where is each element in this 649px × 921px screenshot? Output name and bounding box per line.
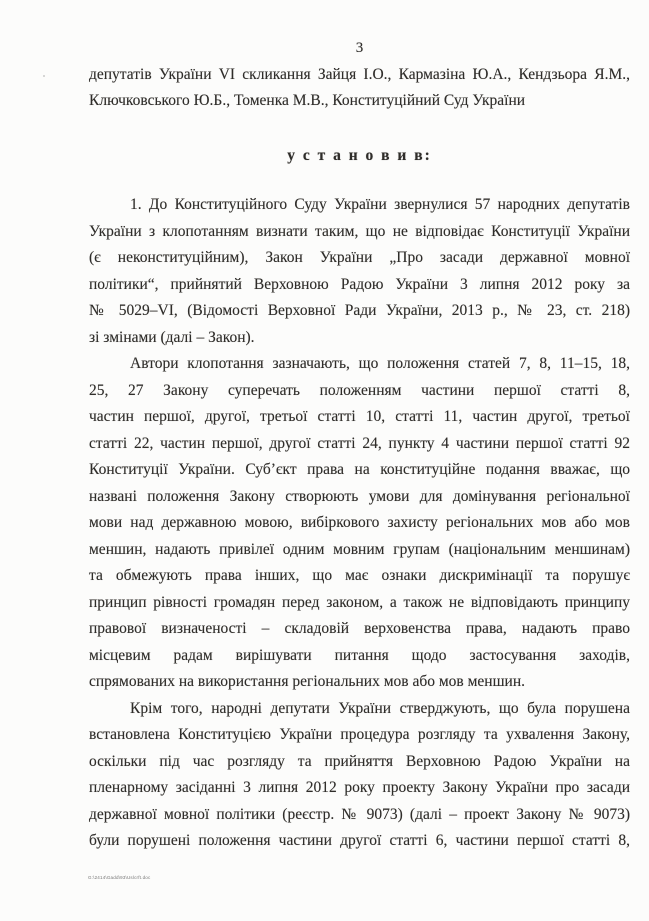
- text-line: меншин, надають привілеї одним мовним групам (національним меншинам): [89, 540, 630, 558]
- text-line: мови над державною мовою, вибіркового захисту регіональних мов або мов: [89, 514, 630, 531]
- text-line: державної мовної політики (реєстр. № 9073) (далі – проект Закону № 9073): [89, 805, 630, 823]
- paragraph: [89, 696, 630, 855]
- text-line: Конституції України. Суб’єкт права на конституційне подання вважає, що: [89, 461, 630, 478]
- text-line: названі положення Закону створюють умови для домінування регіональної: [89, 487, 630, 505]
- footer-file-path: G:\2414\Gadd\93\Uslcrft.doc: [88, 875, 151, 880]
- text-line: пленарному засіданні 3 липня 2012 року проекту Закону України про засади: [89, 779, 630, 796]
- text-line: 1. До Конституційного Суду України звернулися 57 народних депутатів: [130, 196, 630, 213]
- scan-speckle: [43, 75, 45, 77]
- text-line: України з клопотанням визнати таким, що не відповідає Конституції України: [89, 222, 630, 240]
- text-line: встановлена Конституцією України процедура розгляду та ухвалення Закону,: [89, 726, 630, 743]
- document-body: [89, 192, 630, 855]
- resolution-heading: у с т а н о в и в:: [287, 146, 432, 164]
- text-line: статті 22, частин першої, другої статті 24, пункту 4 частини першої статті 92: [89, 434, 630, 452]
- text-line: були порушені положення частини другої статті 6, частини першої статті 8,: [89, 832, 630, 849]
- text-line: Ключковського Ю.Б., Томенка М.В., Конституційний Суд України: [89, 92, 526, 109]
- text-line: принцип рівності громадян перед законом, а також не відповідають принципу: [89, 593, 630, 611]
- text-line: місцевим радам вирішувати питання щодо застосування заходів,: [89, 646, 630, 664]
- text-line: зі змінами (далі – Закон).: [89, 328, 255, 346]
- text-line: Автори клопотання зазначають, що положення статей 7, 8, 11–15, 18,: [130, 355, 630, 372]
- text-line: (є неконституційним), Закон України „Про засади державної мовної: [89, 249, 630, 266]
- case-parties-paragraph: [89, 62, 630, 115]
- text-line: № 5029–VI, (Відомості Верховної Ради України, 2013 р., № 23, ст. 218): [89, 302, 630, 319]
- text-line: політики“, прийнятий Верховною Радою України 3 липня 2012 року за: [89, 275, 630, 293]
- text-line: та обмежують права інших, що має ознаки дискримінації та порушує: [89, 567, 630, 584]
- paragraph: [89, 351, 630, 696]
- text-line: депутатів України VI скликання Зайця І.О., Кармазіна Ю.А., Кендзьора Я.М.,: [89, 65, 630, 83]
- text-line: спрямованих на використання регіональних мов або мов меншин.: [89, 673, 525, 690]
- text-column: [89, 0, 630, 855]
- paragraph: [89, 192, 630, 351]
- text-line: оскільки під час розгляду та прийняття Верховною Радою України на: [89, 752, 630, 770]
- text-line: частин першої, другої, третьої статті 10, статті 11, частин другої, третьої: [89, 408, 630, 425]
- text-line: Крім того, народні депутати України стверджують, що була порушена: [130, 699, 630, 717]
- text-line: правової визначеності – складовій верховенства права, надають право: [89, 620, 630, 637]
- text-line: 25, 27 Закону суперечать положенням частини першої статті 8,: [89, 381, 630, 399]
- page-number: 3: [355, 40, 364, 56]
